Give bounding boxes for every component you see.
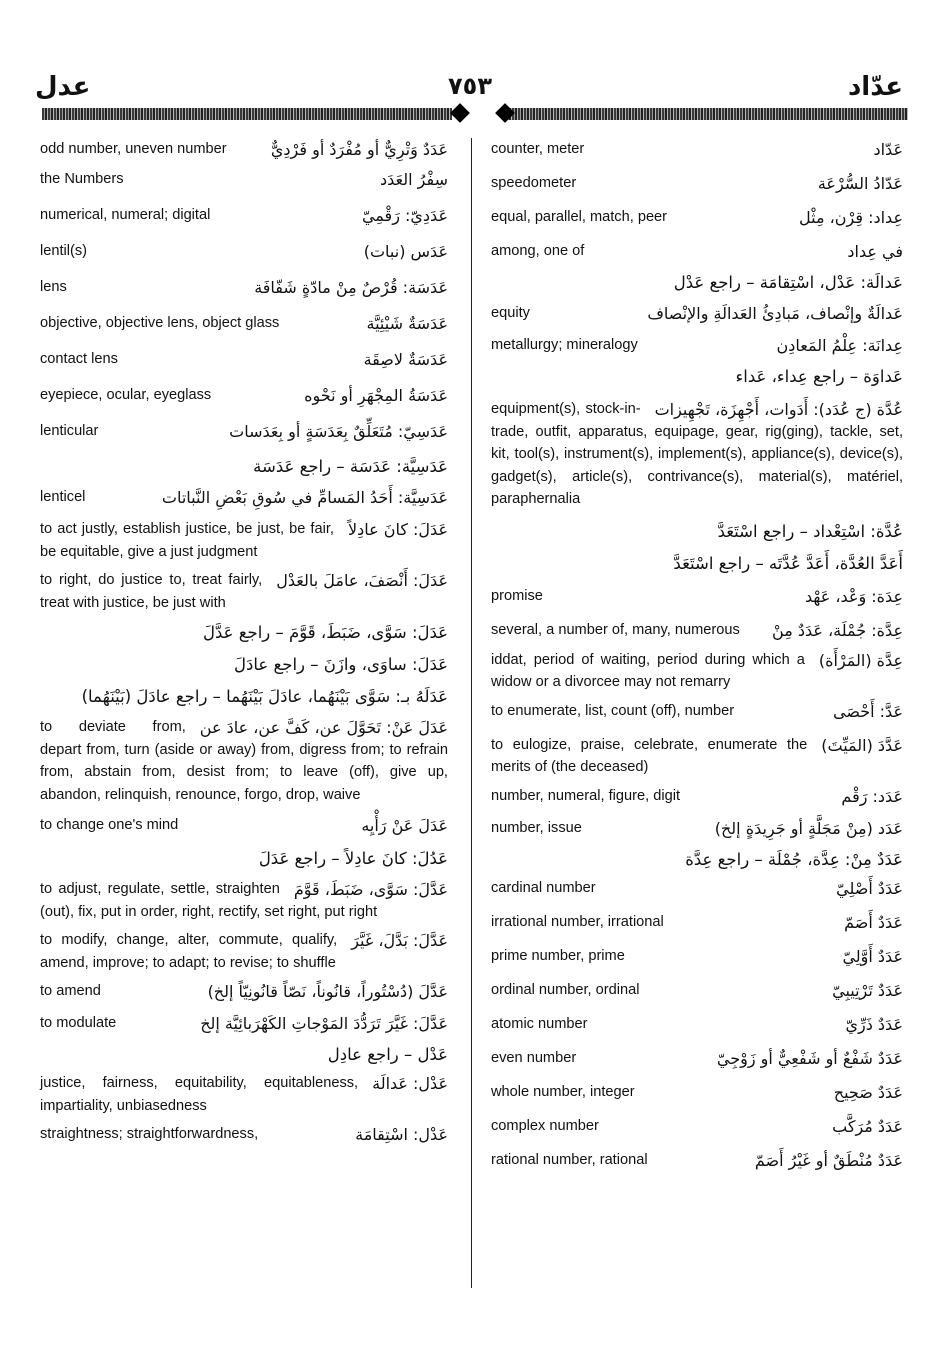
arabic-headword: عَدَلَهُ بـ: سَوَّى بَيْنَهُما، عادَلَ بَيْنَهُما – راجع عادَلَ (بَيْنَهُما) (81, 687, 448, 706)
english-definition: among, one of (491, 240, 903, 263)
dictionary-entry (491, 398, 903, 511)
english-definition: equity (491, 302, 903, 325)
english-definition: objective, objective lens, object glass (40, 312, 448, 335)
arabic-headword: عَدَلَ: سَوَّى، ضَبَطَ، قَوَّمَ – راجع عَدَّلَ (203, 623, 448, 642)
dictionary-entry (491, 138, 903, 162)
arabic-headword: عُدَّة (ج عُدَد): أَدَوات، أَجْهِزَة، تَجْهِيزات (649, 400, 903, 419)
dictionary-entry (491, 649, 903, 694)
dictionary-entry (40, 168, 448, 192)
arabic-headword: عِداد: قِرْن، مِثْل (793, 208, 903, 227)
arabic-headword: عَدَدٌ صَحِيح (828, 1083, 903, 1102)
dictionary-entry (491, 585, 903, 609)
english-definition: number, issue (491, 817, 903, 840)
dictionary-entry (491, 785, 903, 809)
dictionary-entry (491, 619, 903, 643)
arabic-headword: عَدَّدَ (المَيِّتَ) (815, 736, 903, 755)
dictionary-entry (40, 929, 448, 974)
page-number: ٧٥٣ (448, 72, 492, 100)
english-definition: to adjust, regulate, settle, straighten (out), fix, put in order, right, rectify, set right, put right (40, 878, 448, 923)
dictionary-entry (491, 334, 903, 358)
arabic-headword: عَدَدٌ أَصْلِيّ (830, 879, 903, 898)
english-definition: cardinal number (491, 877, 903, 900)
arabic-headword: عَدُلَ: كانَ عادِلاً – راجع عَدَلَ (258, 849, 448, 868)
arabic-headword: عَدَدٌ مِنْ: عِدَّة، جُمْلَة – راجع عِدَّة (685, 849, 903, 869)
english-definition: the Numbers (40, 168, 448, 191)
dictionary-entry (491, 206, 903, 230)
arabic-headword: في عِداد (841, 242, 903, 261)
ornament-band-right (506, 108, 908, 120)
arabic-headword: عَدْل – راجع عادِل (327, 1045, 448, 1064)
dictionary-entry (491, 817, 903, 841)
dictionary-entry (491, 945, 903, 969)
arabic-headword: عَدَلَ عَنْ رَأْيِه (355, 816, 448, 835)
arabic-headword: عَدَسَة: قُرْصٌ مِنْ مادّةٍ شَفّافَة (248, 278, 448, 297)
dictionary-entry (491, 362, 903, 392)
english-definition: to deviate from, depart from, turn (aside or away) from, digress from; to refrain from, abstain from, desist from; to leave (off), give up, abandon, relinquish, renounce, forgo, drop, waive (40, 716, 448, 806)
left-column (40, 138, 448, 1147)
dictionary-entry (491, 734, 903, 779)
arabic-headword: سِفْرُ العَدَد (374, 170, 448, 189)
english-definition: to amend (40, 980, 448, 1003)
english-definition: whole number, integer (491, 1081, 903, 1104)
english-definition: numerical, numeral; digital (40, 204, 448, 227)
english-definition: to eulogize, praise, celebrate, enumerate the merits of (the deceased) (491, 734, 903, 779)
arabic-headword: عَدَلَ: ساوَى، وازَنَ – راجع عادَلَ (234, 655, 448, 674)
arabic-headword: عَدَسَةُ المِجْهَرِ أو نَحْوه (298, 386, 448, 405)
english-definition: speedometer (491, 172, 903, 195)
arabic-headword: عَدَسِيّ: مُتَعَلِّقٌ بِعَدَسَةٍ أو بِعَدَسات (223, 422, 448, 441)
english-definition: lenticel (40, 486, 448, 509)
dictionary-entry (491, 302, 903, 326)
dictionary-entry (491, 877, 903, 901)
ornament-diamond-left (450, 103, 470, 123)
english-definition: irrational number, irrational (491, 911, 903, 934)
english-definition: lenticular (40, 420, 448, 443)
dictionary-entry (40, 844, 448, 874)
dictionary-entry (40, 240, 448, 264)
dictionary-entry (491, 700, 903, 724)
dictionary-entry (40, 814, 448, 838)
english-definition: eyepiece, ocular, eyeglass (40, 384, 448, 407)
arabic-headword: عَدّاد (867, 140, 903, 159)
english-definition: to enumerate, list, count (off), number (491, 700, 903, 723)
arabic-headword: عَدَّلَ: سَوَّى، ضَبَطَ، قَوَّمَ (288, 880, 448, 899)
dictionary-entry (491, 517, 903, 547)
arabic-headword: عَدَلَ عَنْ: تَحَوَّلَ عن، كَفَّ عن، عادَ عن (194, 718, 448, 737)
dictionary-entry (40, 618, 448, 648)
english-definition: even number (491, 1047, 903, 1070)
english-definition: to modulate (40, 1012, 448, 1035)
dictionary-entry (491, 549, 903, 579)
arabic-headword: عَدَدِيّ: رَقْمِيّ (356, 206, 448, 225)
dictionary-entry (40, 716, 448, 806)
english-definition: several, a number of, many, numerous (491, 619, 903, 642)
english-definition: ordinal number, ordinal (491, 979, 903, 1002)
arabic-headword: أَعَدَّ العُدَّة، أَعَدَّ عُدَّتَه – راجع اسْتَعَدَّ (673, 553, 903, 573)
dictionary-entry (491, 1115, 903, 1139)
arabic-headword: عَدْل: عَدالَة (366, 1074, 448, 1093)
arabic-headword: عَداوَة – راجع عِداء، عَداء (735, 367, 903, 386)
dictionary-entry (491, 845, 903, 875)
english-definition: to act justly, establish justice, be just, be fair, be equitable, give a just judgment (40, 518, 448, 563)
arabic-headword: عَدَدٌ وَتْرِيٌّ أو مُفْرَدٌ أو فَرْدِيٌّ (265, 140, 448, 159)
arabic-headword: عَدالَة: عَدْل، اسْتِقامَة – راجع عَدْل (673, 273, 903, 292)
dictionary-entry (40, 420, 448, 444)
dictionary-entry (491, 1013, 903, 1037)
arabic-headword: عَدَّلَ: بَدَّلَ، غَيَّرَ (345, 931, 448, 950)
arabic-headword: عَدْل: اسْتِقامَة (349, 1125, 448, 1144)
arabic-headword: عَدَدٌ شَفْعٌ أو شَفْعِيٌّ أو زَوْجِيّ (711, 1049, 903, 1068)
english-definition: counter, meter (491, 138, 903, 161)
dictionary-entry (40, 384, 448, 408)
arabic-headword: عَدَدٌ أَوَّلِيّ (836, 947, 903, 966)
dictionary-entry (40, 1012, 448, 1036)
arabic-headword: عَدَدٌ تَرْتِيبِيّ (826, 981, 903, 1000)
arabic-headword: عِدَّة: جُمْلَة، عَدَدٌ مِنْ (766, 621, 903, 640)
arabic-headword: عَدَسِيَّة: أَحَدُ المَسامِّ في سُوقِ بَعْضِ النَّباتات (156, 488, 448, 507)
dictionary-entry (491, 1047, 903, 1071)
english-definition: equipment(s), stock-in-trade, outfit, apparatus, equipage, gear, rig(ging), tackle, set, kit, tool(s), instrument(s), implement(s), appliance(s), device(s), gadget(s), article(s), contrivance(s), material(s), matériel, paraphernalia (491, 398, 903, 511)
arabic-headword: عُدَّة: اسْتِعْداد – راجع اسْتَعَدَّ (717, 521, 903, 541)
arabic-headword: عَدَد (مِنْ مَجَلَّةٍ أو جَرِيدَةٍ إلخ) (709, 819, 903, 838)
arabic-headword: عَدَدٌ مُنْطَقٌ أو غَيْرُ أَصَمّ (749, 1151, 903, 1170)
arabic-headword: عَدَّلَ (دُسْتُوراً، قانُوناً، نَصّاً قانُونِيّاً إلخ) (202, 982, 448, 1001)
english-definition: promise (491, 585, 903, 608)
dictionary-entry (40, 1040, 448, 1070)
running-head-left: عدل (35, 72, 91, 102)
arabic-headword: عَدالَةٌ وإنْصاف، مَبادِئُ العَدالَةِ والإنْصاف (641, 304, 903, 323)
dictionary-entry (491, 1081, 903, 1105)
arabic-headword: عِدَة: وَعْد، عَهْد (799, 587, 903, 606)
english-definition: justice, fairness, equitability, equitableness, impartiality, unbiasedness (40, 1072, 448, 1117)
dictionary-entry (40, 980, 448, 1004)
arabic-headword: عَدَدٌ أَصَمّ (838, 913, 903, 932)
dictionary-entry (40, 138, 448, 162)
dictionary-entry (40, 650, 448, 680)
ornament-band-left (42, 108, 452, 120)
arabic-headword: عِدَّة (المَرْأَة) (813, 651, 903, 670)
dictionary-entry (40, 878, 448, 923)
dictionary-entry (491, 1149, 903, 1173)
arabic-headword: عَدَلَ: كانَ عادِلاً (342, 520, 448, 539)
english-definition: prime number, prime (491, 945, 903, 968)
arabic-headword: عَدَدٌ ذَرِّيّ (839, 1015, 903, 1034)
english-definition: metallurgy; mineralogy (491, 334, 903, 357)
arabic-headword: عَدَلَ: أَنْصَفَ، عامَلَ بالعَدْل (270, 571, 448, 590)
dictionary-entry (491, 240, 903, 264)
english-definition: lens (40, 276, 448, 299)
dictionary-entry (40, 518, 448, 563)
english-definition: contact lens (40, 348, 448, 371)
dictionary-entry (40, 682, 448, 712)
dictionary-entry (491, 911, 903, 935)
english-definition: number, numeral, figure, digit (491, 785, 903, 808)
arabic-headword: عَدَسَةٌ لاصِقَة (358, 350, 448, 369)
english-definition: iddat, period of waiting, period during which a widow or a divorcee may not remarry (491, 649, 903, 694)
english-definition: to modify, change, alter, commute, qualify, amend, improve; to adapt; to revise; to shuffle (40, 929, 448, 974)
dictionary-entry (491, 172, 903, 196)
english-definition: odd number, uneven number (40, 138, 448, 161)
arabic-headword: عَدّادُ السُّرْعَة (812, 174, 903, 193)
arabic-headword: عَدَس (نبات) (358, 242, 448, 261)
dictionary-entry (40, 276, 448, 300)
english-definition: rational number, rational (491, 1149, 903, 1172)
dictionary-entry (40, 486, 448, 510)
dictionary-entry (40, 348, 448, 372)
dictionary-entry (491, 268, 903, 298)
dictionary-entry (40, 1123, 448, 1147)
arabic-headword: عَدَسِيَّة: عَدَسَة – راجع عَدَسَة (253, 457, 448, 476)
arabic-headword: عَدَدٌ مُرَكَّب (826, 1117, 903, 1136)
english-definition: atomic number (491, 1013, 903, 1036)
english-definition: equal, parallel, match, peer (491, 206, 903, 229)
dictionary-entry (40, 452, 448, 482)
column-divider (471, 138, 472, 1288)
arabic-headword: عَدَسَةٌ شَيْئِيَّة (361, 314, 448, 333)
running-head-right: عدّاد (847, 72, 903, 102)
english-definition: to change one's mind (40, 814, 448, 837)
arabic-headword: عِدانَة: عِلْمُ المَعادِن (770, 336, 903, 355)
dictionary-entry (491, 979, 903, 1003)
english-definition: straightness; straightforwardness, (40, 1123, 448, 1146)
english-definition: to right, do justice to, treat fairly, treat with justice, be just with (40, 569, 448, 614)
arabic-headword: عَدَّلَ: غَيَّرَ تَرَدُّدَ المَوْجاتِ الكَهْرَبائِيَّة إلخ (194, 1014, 448, 1033)
english-definition: complex number (491, 1115, 903, 1138)
dictionary-entry (40, 569, 448, 614)
dictionary-entry (40, 312, 448, 336)
right-column (491, 138, 903, 1173)
dictionary-entry (40, 204, 448, 228)
english-definition: lentil(s) (40, 240, 448, 263)
arabic-headword: عَدَد: رَقْم (835, 787, 903, 806)
dictionary-entry (40, 1072, 448, 1117)
arabic-headword: عَدَّ: أَحْصَى (827, 702, 903, 721)
